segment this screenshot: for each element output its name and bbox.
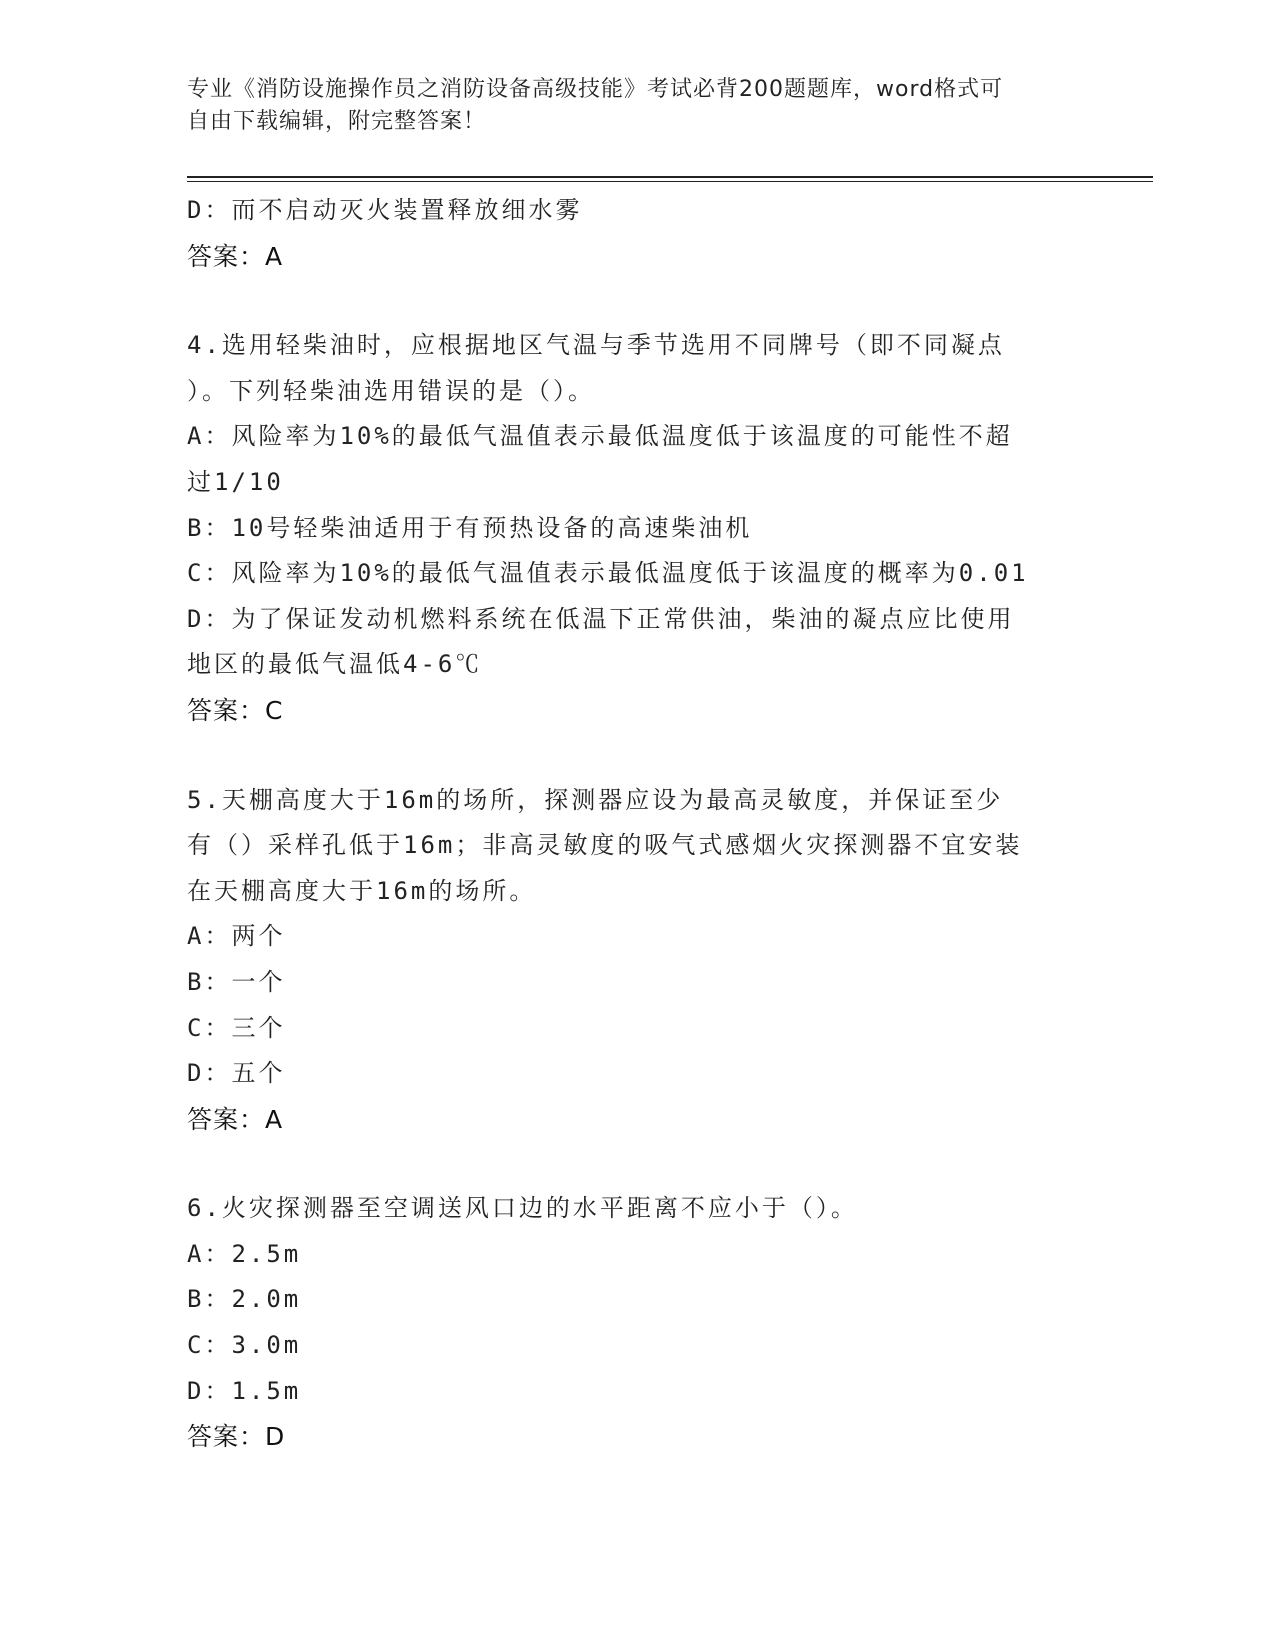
q6-answer: 答案：D	[187, 1422, 286, 1452]
q5-stem-line-2: 有（）采样孔低于16m；非高灵敏度的吸气式感烟火灾探测器不宜安装	[187, 831, 1023, 860]
q4-stem-line-2: ）。下列轻柴油选用错误的是（）。	[187, 376, 595, 405]
q5-option-a: A：两个	[187, 922, 286, 951]
q4-option-c: C：风险率为10%的最低气温值表示最低温度低于该温度的概率为0.01	[187, 559, 1029, 588]
header-line-2: 自由下载编辑，附完整答案！	[187, 109, 487, 134]
q4-stem-line-1: 4.选用轻柴油时，应根据地区气温与季节选用不同牌号（即不同凝点	[187, 331, 1005, 360]
question-list	[187, 188, 1087, 1460]
question-4	[187, 323, 1087, 733]
q6-option-c: C：3.0m	[187, 1331, 302, 1360]
q5-stem-line-1: 5.天棚高度大于16m的场所，探测器应设为最高灵敏度，并保证至少	[187, 785, 1004, 814]
q5-option-b: B：一个	[187, 967, 286, 996]
question-spacer	[187, 734, 1087, 778]
q5-option-d: D：五个	[187, 1059, 286, 1088]
q5-stem-line-3: 在天棚高度大于16m的场所。	[187, 876, 537, 905]
q5-answer: 答案：A	[187, 1104, 284, 1134]
header-divider-thick	[187, 176, 1153, 178]
q6-option-a: A：2.5m	[187, 1239, 302, 1268]
header-line-1: 专业《消防设施操作员之消防设备高级技能》考试必背200题题库，word格式可	[187, 77, 1004, 102]
question-6	[187, 1186, 1087, 1460]
q3-option-d: D：而不启动灭火装置释放细水雾	[187, 196, 583, 224]
q5-option-c: C：三个	[187, 1013, 286, 1042]
q4-option-b: B：10号轻柴油适用于有预热设备的高速柴油机	[187, 513, 753, 542]
q4-option-a-line-2: 过1/10	[187, 467, 284, 496]
q6-stem: 6.火灾探测器至空调送风口边的水平距离不应小于（）。	[187, 1194, 858, 1223]
question-spacer	[187, 1142, 1087, 1186]
q4-answer: 答案：C	[187, 695, 284, 725]
q4-option-d-line-2: 地区的最低气温低4-6℃	[187, 650, 483, 679]
question-3-tail	[187, 188, 1087, 279]
q6-option-b: B：2.0m	[187, 1285, 302, 1314]
q4-option-d-line-1: D：为了保证发动机燃料系统在低温下正常供油，柴油的凝点应比使用	[187, 604, 1015, 633]
q4-option-a-line-1: A：风险率为10%的最低气温值表示最低温度低于该温度的可能性不超	[187, 422, 1013, 451]
question-5	[187, 778, 1087, 1143]
document-header	[187, 74, 1067, 138]
header-divider-thin	[187, 181, 1153, 182]
q6-option-d: D：1.5m	[187, 1376, 302, 1405]
q3-answer: 答案：A	[187, 241, 284, 271]
question-spacer	[187, 279, 1087, 323]
